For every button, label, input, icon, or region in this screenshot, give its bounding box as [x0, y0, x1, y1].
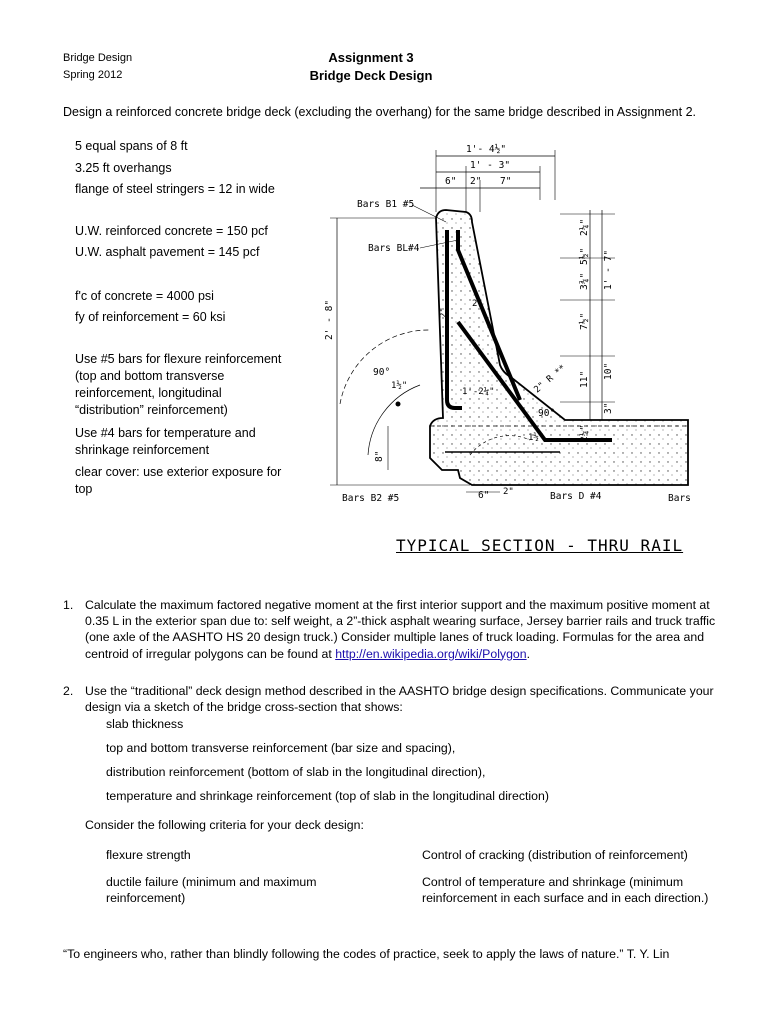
- spec-bars4-line1: Use #4 bars for temperature and: [75, 426, 256, 440]
- barrier-deck-outline: [430, 210, 688, 485]
- label-bars-bl: Bars BL#4: [368, 243, 420, 254]
- dim-height: 2' - 8": [324, 299, 335, 340]
- dim-2d: 2": [503, 487, 514, 497]
- dim-7: 7": [500, 176, 512, 187]
- show-item: distribution reinforcement (bottom of slab in the longitudinal direction),: [106, 765, 486, 779]
- course-name: Bridge Design: [63, 52, 133, 64]
- criteria-intro: Consider the following criteria for your deck design:: [85, 818, 364, 832]
- task-number: 2.: [63, 684, 74, 698]
- spec-uw-concrete: U.W. reinforced concrete = 150 pcf: [75, 224, 268, 238]
- assignment-title: Assignment 3: [328, 50, 414, 65]
- dim-3: 3": [603, 402, 614, 414]
- show-item: temperature and shrinkage reinforcement (top of slab in the longitudinal direction): [106, 789, 549, 803]
- dim-1-5: 1½": [391, 381, 408, 391]
- spec-bars5-line4: “distribution” reinforcement): [75, 403, 228, 417]
- spec-bars4-line2: shrinkage reinforcement: [75, 443, 210, 457]
- spec-spans: 5 equal spans of 8 ft: [75, 139, 188, 153]
- dim-top-2: 1' - 3": [470, 160, 511, 171]
- spec-flange: flange of steel stringers = 12 in wide: [75, 182, 275, 196]
- dim-6a: 6": [445, 176, 457, 187]
- dim-2-25b: 2¼": [579, 424, 590, 442]
- dim-8: 8": [374, 450, 385, 462]
- polygon-link[interactable]: http://en.wikipedia.org/wiki/Polygon: [335, 646, 527, 661]
- label-bars-truncated: Bars: [668, 493, 691, 504]
- show-item: top and bottom transverse reinforcement (bar size and spacing),: [106, 741, 456, 755]
- task-item-1: [63, 597, 753, 663]
- dim-1-2-25: 1'-2¼": [462, 387, 495, 397]
- dim-5-5: 5½": [579, 247, 590, 265]
- spec-fc: f'c of concrete = 4000 psi: [75, 289, 214, 303]
- dim-2c: 2": [472, 299, 483, 309]
- dim-1-7: 1' - 7": [603, 249, 614, 290]
- intro-text: Design a reinforced concrete bridge deck (excluding the overhang) for the same bridge described in Assignment 2.: [63, 105, 696, 119]
- label-bars-b2: Bars B2 #5: [342, 493, 400, 504]
- angle-90a: 90°: [373, 367, 391, 378]
- dim-2a: 2": [470, 176, 482, 187]
- dim-top-1: 1'- 4½": [466, 144, 507, 155]
- dim-3-75: 3¾": [579, 272, 590, 290]
- criteria-temp-line1: Control of temperature and shrinkage (minimum: [422, 875, 684, 889]
- radius-label: 2" R **: [532, 363, 568, 396]
- spec-overhangs: 3.25 ft overhangs: [75, 161, 172, 175]
- dim-7-5: 7½": [579, 312, 590, 330]
- spec-cover-line2: top: [75, 482, 93, 496]
- spec-cover-line1: clear cover: use exterior exposure for: [75, 465, 282, 479]
- dim-6b: 6": [478, 490, 490, 501]
- assignment-subject: Bridge Deck Design: [309, 68, 433, 83]
- show-item: slab thickness: [106, 717, 184, 731]
- term: Spring 2012: [63, 69, 123, 81]
- drawing-caption: TYPICAL SECTION - THRU RAIL: [396, 536, 684, 555]
- criteria-ductile-line1: ductile failure (minimum and maximum: [106, 875, 317, 889]
- spec-fy: fy of reinforcement = 60 ksi: [75, 310, 226, 324]
- label-bars-b1: Bars B1 #5: [357, 199, 415, 210]
- criteria-temp-line2: reinforcement in each surface and in each direction.): [422, 891, 709, 905]
- closing-quote: “To engineers who, rather than blindly following the codes of practice, seek to apply the laws of nature.” T. Y. Lin: [63, 947, 670, 961]
- spec-uw-asphalt: U.W. asphalt pavement = 145 pcf: [75, 245, 260, 259]
- criteria-flexure: flexure strength: [106, 848, 191, 862]
- task-item-2: [63, 683, 753, 717]
- task-text-end: .: [526, 646, 531, 661]
- criteria-cracking: Control of cracking (distribution of reinforcement): [422, 848, 688, 862]
- barrier-section-drawing: [300, 132, 740, 510]
- task-number: 1.: [63, 598, 74, 612]
- label-bars-d: Bars D #4: [550, 491, 602, 502]
- task-text: Calculate the maximum factored negative moment at the first interior support and the maximum positive moment at 0.35 L in the exterior span due to: self weight, a 2”-thick asphalt wearing surface, Jersey barrier rails and truck traffic (one axle of the AASHTO HS 20 design truck.) Consider multiple lanes of truck loading. Formulas for the area and centroid of irregular polygons can be found at: [85, 598, 716, 661]
- dim-2-25: 2¼": [579, 218, 590, 236]
- dim-2b: 2": [439, 307, 449, 318]
- spec-bars5-line3: reinforcement, longitudinal: [75, 386, 222, 400]
- angle-90b: 90°: [538, 408, 556, 419]
- dim-1-5b: 1½": [528, 433, 545, 443]
- spec-bars5-line1: Use #5 bars for flexure reinforcement: [75, 352, 282, 366]
- dim-11: 11": [579, 370, 590, 388]
- task-text: Use the “traditional” deck design method described in the AASHTO bridge design specifications. Communicate your design via a sketch of the bridge cross-section that shows:: [85, 684, 714, 715]
- spec-bars5-line2: (top and bottom transverse: [75, 369, 225, 383]
- criteria-ductile-line2: reinforcement): [106, 891, 186, 905]
- dim-10: 10": [603, 362, 614, 380]
